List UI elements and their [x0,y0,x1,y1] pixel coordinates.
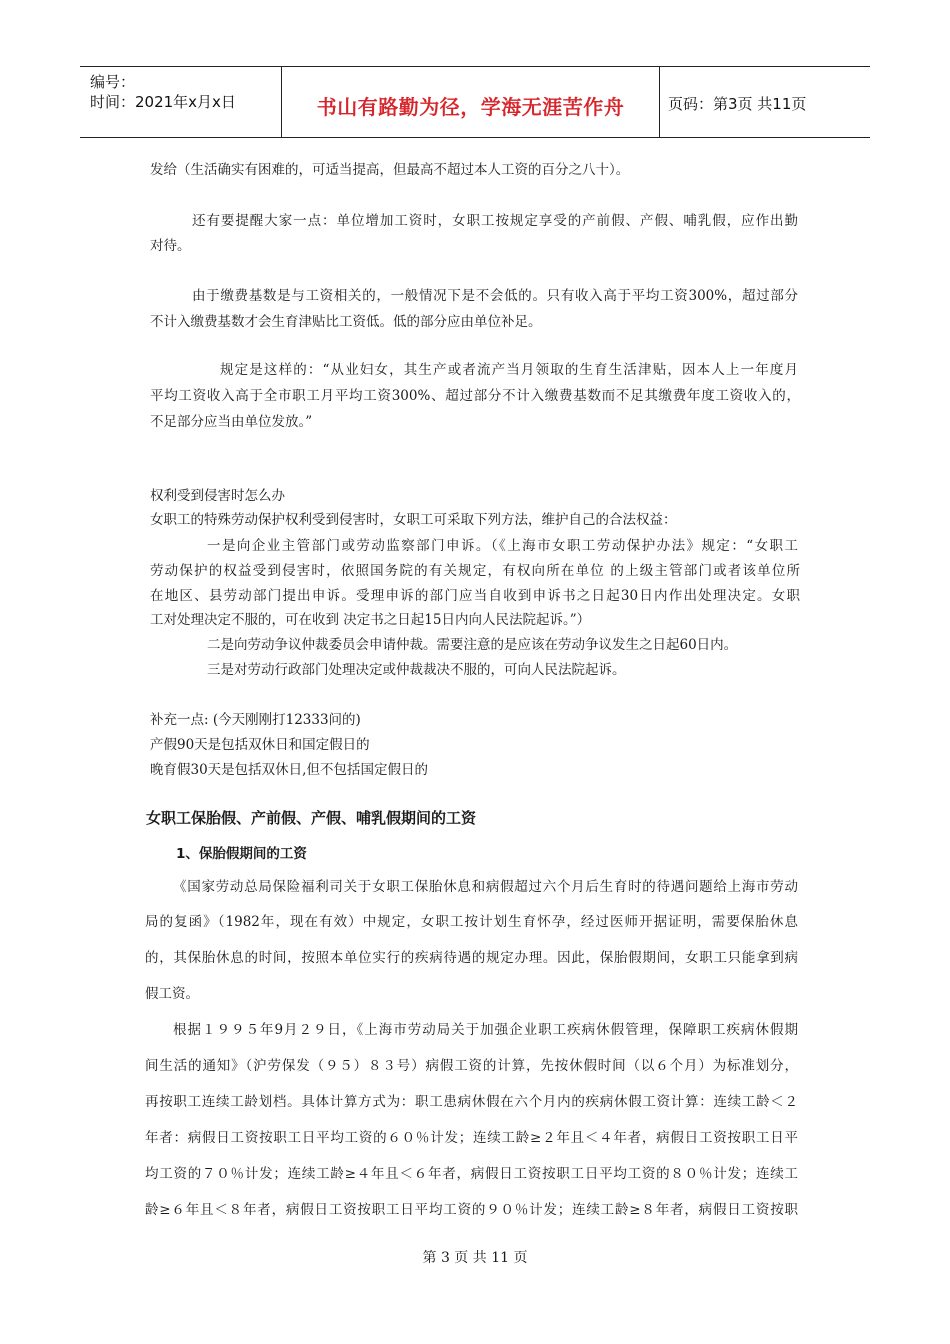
supplement-line: 产假90天是包括双休日和国定假日的 [150,737,370,753]
header-info-cell [80,67,282,137]
page-code-label: 页码：第3页 共11页 [668,95,807,113]
paragraph-line: 间生活的通知》（沪劳保发（９５）８３号）病假工资的计算，先按休假时间（以６个月）为标准划分， [145,1058,798,1074]
paragraph-line: 年者：病假日工资按职工日平均工资的６０％计发；连续工龄≥２年且＜４年者，病假日工资按职工日平 [145,1130,798,1146]
supplement-line: 补充一点: (今天刚刚打12333问的) [150,712,361,728]
paragraph-line: 假工资。 [145,986,199,1002]
rights-title: 权利受到侵害时怎么办 [150,488,285,504]
paragraph-line: 再按职工连续工龄划档。具体计算方式为：职工患病休假在六个月内的疾病休假工资计算：连续工龄＜２ [145,1094,798,1110]
paragraph-line: 一是向企业主管部门或劳动监察部门申诉。（《上海市女职工劳动保护办法》规定：“女职工 [207,538,798,554]
header-motto-cell [282,67,660,137]
paragraph-line: 的，其保胎休息的时间，按照本单位实行的疾病待遇的规定办理。因此，保胎假期间，女职工只能拿到病 [145,950,798,966]
paragraph-line: 平均工资收入高于全市职工月平均工资300%、超过部分不计入缴费基数而不足其缴费年度工资收入的， [150,388,800,404]
paragraph-line: 不足部分应当由单位发放。” [150,414,313,430]
paragraph-line: 劳动保护的权益受到侵害时，依照国务院的有关规定，有权向所在单位 的上级主管部门或者该单位所 [150,563,800,579]
paragraph-line: 规定是这样的：“从业妇女，其生产或者流产当月领取的生育生活津贴，因本人上一年度月 [220,362,798,378]
supplement-line: 晚育假30天是包括双休日,但不包括国定假日的 [150,762,428,778]
paragraph-line: 对待。 [150,238,191,254]
paragraph-line: 工对处理决定不服的，可在收到 决定书之日起15日内向人民法院起诉。”） [150,612,591,628]
paragraph-line: 三是对劳动行政部门处理决定或仲裁裁决不服的，可向人民法院起诉。 [207,662,626,678]
paragraph-line: 均工资的７０％计发；连续工龄≥４年且＜６年者，病假日工资按职工日平均工资的８０％计发；连续工 [145,1166,798,1182]
header-motto: 书山有路勤为径，学海无涯苦作舟 [316,95,625,119]
paragraph-line: 龄≥６年且＜８年者，病假日工资按职工日平均工资的９０％计发；连续工龄≥８年者，病假日工资按职 [145,1202,798,1218]
paragraph-line: 还有要提醒大家一点：单位增加工资时，女职工按规定享受的产前假、产假、哺乳假，应作出勤 [192,213,798,229]
section-heading: 女职工保胎假、产前假、产假、哺乳假期间的工资 [146,809,477,827]
paragraph-line: 二是向劳动争议仲裁委员会申请仲裁。需要注意的是应该在劳动争议发生之日起60日内。 [207,637,738,653]
paragraph-line: 《国家劳动总局保险福利司关于女职工保胎休息和病假超过六个月后生育时的待遇问题给上海市劳动 [173,879,798,895]
paragraph-line: 由于缴费基数是与工资相关的，一般情况下是不会低的。只有收入高于平均工资300%，超过部分 [192,288,798,304]
document-number-label: 编号： [90,73,136,91]
document-date-label: 时间：2021年x月x日 [90,93,236,111]
paragraph-line: 不计入缴费基数才会生育津贴比工资低。低的部分应由单位补足。 [150,314,542,330]
paragraph-line: 根据１９９５年9月２９日，《上海市劳动局关于加强企业职工疾病休假管理，保障职工疾病休假期 [173,1022,798,1038]
paragraph-line: 在地区、县劳动部门提出申诉。受理申诉的部门应当自收到申诉书之日起30日内作出处理决定。女职 [150,588,800,604]
subsection-heading: 1、保胎假期间的工资 [176,846,307,862]
page-footer: 第 3 页 共 11 页 [422,1250,528,1266]
header-page-cell [660,67,870,137]
paragraph-line: 女职工的特殊劳动保护权利受到侵害时，女职工可采取下列方法，维护自己的合法权益： [150,512,677,528]
paragraph-line: 发给（生活确实有困难的，可适当提高，但最高不超过本人工资的百分之八十）。 [150,162,630,178]
paragraph-line: 局的复函》（1982年，现在有效）中规定，女职工按计划生育怀孕，经过医师开据证明，需要保胎休息 [145,914,798,930]
header-table [80,66,870,138]
